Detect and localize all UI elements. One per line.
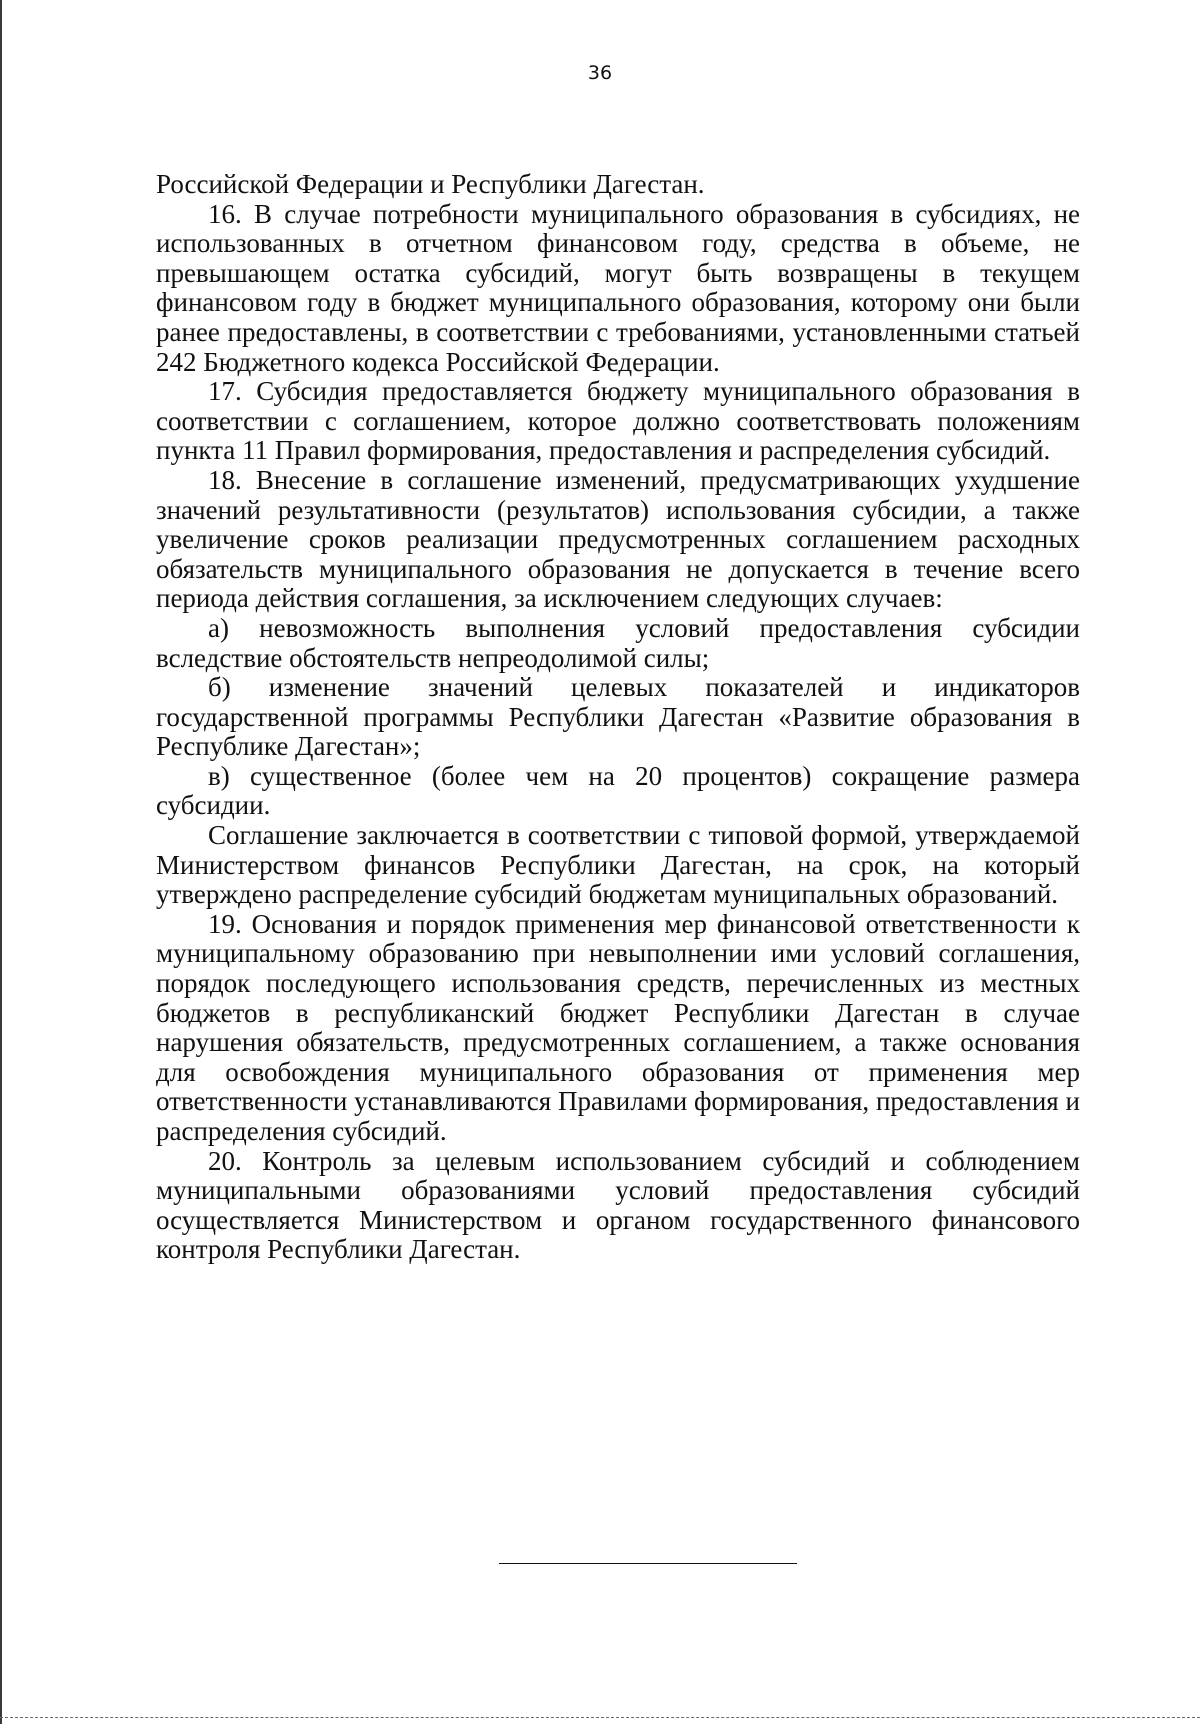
paragraph-agreement: Соглашение заключается в соответствии с типовой формой, утверждаемой Министерством финансов Республики Дагестан, на срок, на который утверждено распределение субсидий бюджетам муниципальных образований. — [156, 820, 1080, 910]
scan-bottom-edge — [0, 1717, 1200, 1718]
paragraph-subitem-v: в) существенное (более чем на 20 процентов) сокращение размера субсидии. — [156, 760, 1080, 821]
paragraph-subitem-b: б) изменение значений целевых показателей и индикаторов государственной программы Республики Дагестан «Развитие образования в Республике Дагестан»; — [156, 672, 1080, 762]
paragraph-item-17: 17. Субсидия предоставляется бюджету муниципального образования в соответствии с соглашением, которое должно соответствовать положениям пункта 11 Правил формирования, предоставления и распределения субсидий. — [156, 376, 1080, 466]
paragraph-item-19: 19. Основания и порядок применения мер финансовой ответственности к муниципальному образованию при невыполнении ими условий соглашения, порядок последующего использования средств, перечисленных из местных бюджетов в республиканский бюджет Республики Дагестан в случае нарушения обязательств, предусмотренных соглашением, а также основания для освобождения муниципального образования от применения мер ответственности устанавливаются Правилами формирования, предоставления и распределения субсидий. — [156, 908, 1080, 1146]
document-body — [156, 170, 1080, 1265]
paragraph-continuation: Российской Федерации и Республики Дагестан. — [156, 169, 705, 199]
paragraph-item-18: 18. Внесение в соглашение изменений, предусматривающих ухудшение значений результативности (результатов) использования субсидии, а также увеличение сроков реализации предусмотренных соглашением расходных обязательств муниципального образования не допускается в течение всего периода действия соглашения, за исключением следующих случаев: — [156, 464, 1080, 614]
end-rule — [499, 1563, 797, 1564]
paragraph-item-20: 20. Контроль за целевым использованием субсидий и соблюдением муниципальными образованиями условий предоставления субсидий осуществляется Министерством и органом государственного финансового контроля Республики Дагестан. — [156, 1145, 1080, 1265]
page-number: 36 — [587, 62, 613, 84]
paragraph-item-16: 16. В случае потребности муниципального образования в субсидиях, не использованных в отчетном финансовом году, средства в объеме, не превышающем остатка субсидий, могут быть возвращены в текущем финансовом году в бюджет муниципального образования, которому они были ранее предоставлены, в соответствии с требованиями, установленными статьей 242 Бюджетного кодекса Российской Федерации. — [156, 198, 1080, 377]
paragraph-subitem-a: а) невозможность выполнения условий предоставления субсидии вследствие обстоятельств непреодолимой силы; — [156, 612, 1080, 673]
